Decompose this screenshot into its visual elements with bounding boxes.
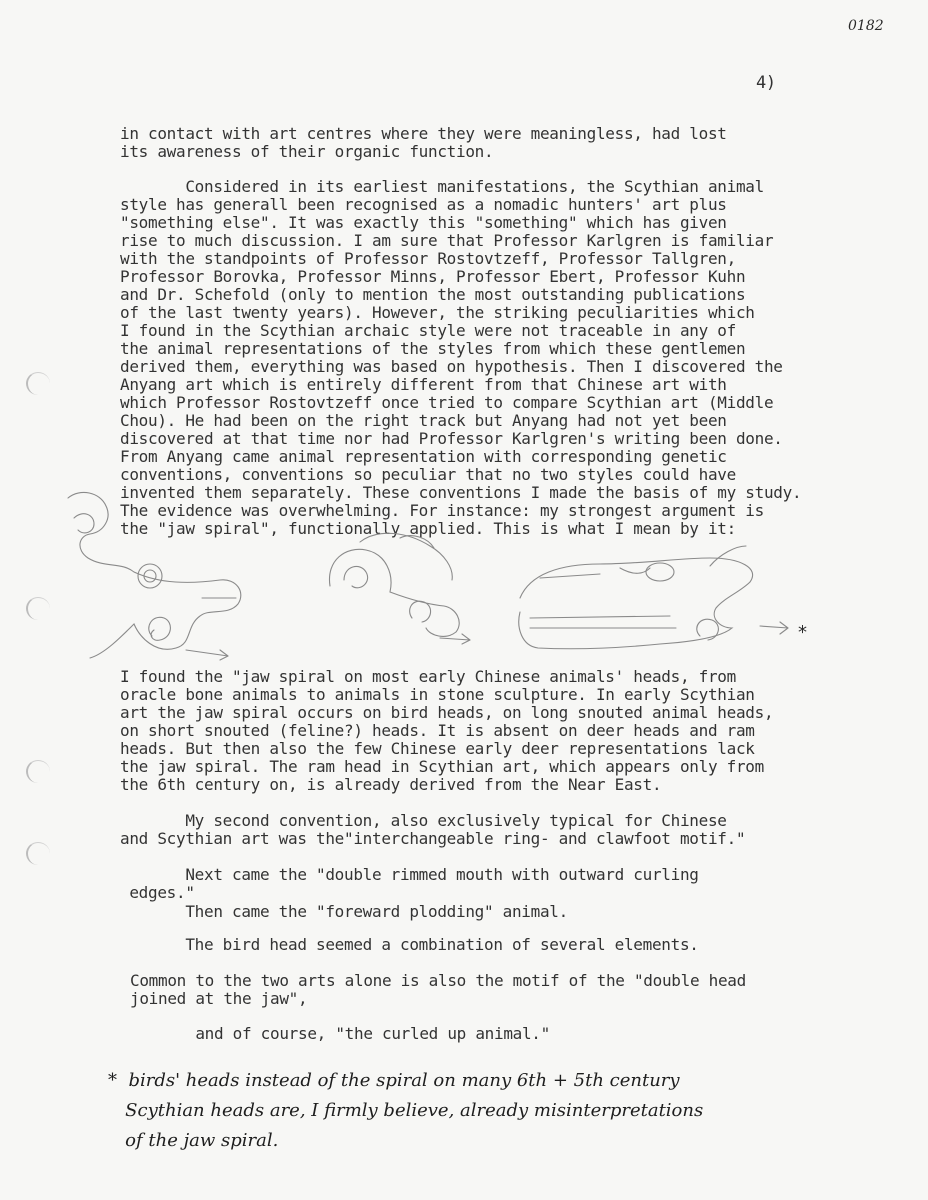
text-line: conventions, conventions so peculiar that no two styles could have <box>120 465 736 484</box>
text-line: on short snouted (feline?) heads. It is absent on deer heads and ram <box>120 721 755 740</box>
snouted-head-sketch <box>329 533 470 644</box>
handwritten-footnote-line: Scythian heads are, I firmly believe, already misinterpretations <box>108 1100 704 1121</box>
text-line: Anyang art which is entirely different from that Chinese art with <box>120 375 727 394</box>
text-line: joined at the jaw", <box>130 989 308 1008</box>
text-line: style has generall been recognised as a nomadic hunters' art plus <box>120 195 727 214</box>
text-line: edges." <box>120 883 195 902</box>
text-line: My second convention, also exclusively typical for Chinese <box>120 811 727 830</box>
text-line: of the last twenty years). However, the striking peculiarities which <box>120 303 755 322</box>
jaw-spiral-sketches <box>60 488 890 688</box>
footnote-asterisk: * <box>798 622 807 643</box>
text-line: Chou). He had been on the right track but Anyang had not yet been <box>120 411 727 430</box>
text-line: From Anyang came animal representation with corresponding genetic <box>120 447 727 466</box>
text-line: rise to much discussion. I am sure that Professor Karlgren is familiar <box>120 231 774 250</box>
text-line: The bird head seemed a combination of several elements. <box>120 935 699 954</box>
text-line: its awareness of their organic function. <box>120 142 494 161</box>
long-snouted-head-sketch <box>519 546 788 649</box>
text-line: invented them separately. These conventions I made the basis of my study. <box>120 483 802 502</box>
text-line: discovered at that time nor had Professor Karlgren's writing been done. <box>120 429 783 448</box>
text-line: I found in the Scythian archaic style were not traceable in any of <box>120 321 736 340</box>
text-line: which Professor Rostovtzeff once tried to compare Scythian art (Middle <box>120 393 774 412</box>
text-line: I found the "jaw spiral on most early Chinese animals' heads, from <box>120 667 736 686</box>
text-line: The evidence was overwhelming. For instance: my strongest argument is <box>120 501 764 520</box>
text-line: and Dr. Schefold (only to mention the most outstanding publications <box>120 285 746 304</box>
text-line: the jaw spiral. The ram head in Scythian art, which appears only from <box>120 757 764 776</box>
punch-hole-mark <box>26 597 50 620</box>
punch-hole-mark <box>26 842 50 865</box>
text-line: the "jaw spiral", functionally applied. This is what I mean by it: <box>120 519 736 538</box>
archive-number: 0182 <box>848 18 884 34</box>
text-line: Common to the two arts alone is also the motif of the "double head <box>130 971 746 990</box>
text-line: "something else". It was exactly this "something" which has given <box>120 213 727 232</box>
text-line: Considered in its earliest manifestations, the Scythian animal <box>120 177 764 196</box>
punch-hole-mark <box>26 372 50 395</box>
text-line: with the standpoints of Professor Rostovtzeff, Professor Tallgren, <box>120 249 736 268</box>
text-line: Next came the "double rimmed mouth with outward curling <box>120 865 699 884</box>
text-line: the animal representations of the styles from which these gentlemen <box>120 339 746 358</box>
text-line: art the jaw spiral occurs on bird heads, on long snouted animal heads, <box>120 703 774 722</box>
text-line: the 6th century on, is already derived from the Near East. <box>120 775 662 794</box>
text-line: and Scythian art was the"interchangeable ring- and clawfoot motif." <box>120 829 746 848</box>
handwritten-footnote-line: of the jaw spiral. <box>108 1130 279 1151</box>
text-line: in contact with art centres where they were meaningless, had lost <box>120 124 727 143</box>
text-line: derived them, everything was based on hypothesis. Then I discovered the <box>120 357 783 376</box>
punch-hole-mark <box>26 760 50 783</box>
handwritten-footnote-line: * birds' heads instead of the spiral on many 6th + 5th century <box>108 1070 680 1091</box>
page-number: 4) <box>756 73 776 93</box>
text-line: and of course, "the curled up animal." <box>130 1024 550 1043</box>
bird-head-sketch <box>68 492 241 660</box>
text-line: oracle bone animals to animals in stone sculpture. In early Scythian <box>120 685 755 704</box>
text-line: heads. But then also the few Chinese early deer representations lack <box>120 739 755 758</box>
text-line: Then came the "foreward plodding" animal. <box>120 902 568 921</box>
text-line: Professor Borovka, Professor Minns, Professor Ebert, Professor Kuhn <box>120 267 746 286</box>
